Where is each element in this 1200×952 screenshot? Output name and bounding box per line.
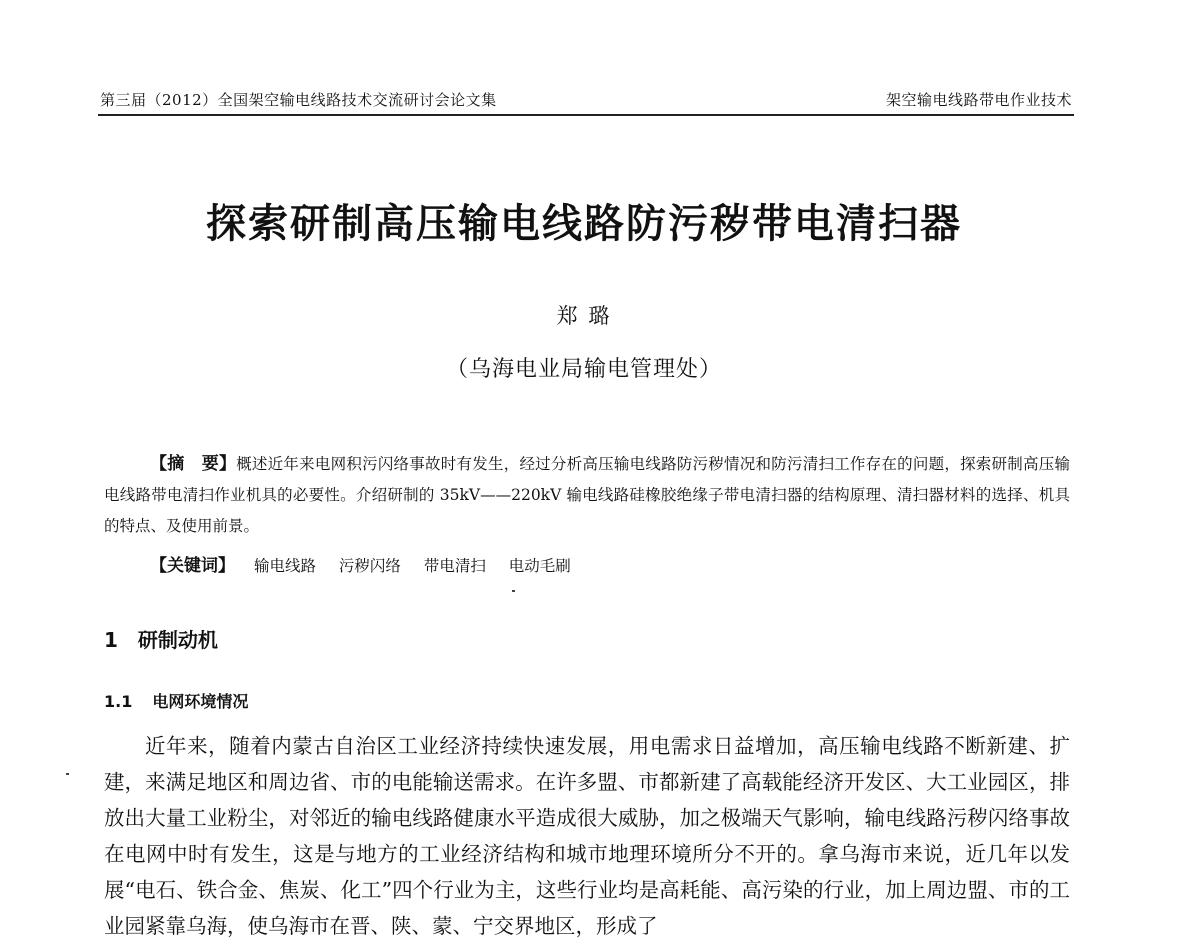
keyword-item: 带电清扫 [423,557,486,575]
section-title: 研制动机 [137,628,218,652]
subsection-heading [104,689,248,712]
keyword-item: 电动毛刷 [508,557,571,575]
author-name: 郑 璐 [556,304,612,328]
subsection-title: 电网环境情况 [152,692,249,711]
abstract-label: 【摘 要】 [150,454,237,474]
paper-title: 探索研制高压输电线路防污秽带电清扫器 [206,201,962,247]
author-affiliation: （乌海电业局输电管理处） [445,357,722,382]
body-paragraph: 近年来，随着内蒙古自治区工业经济持续快速发展，用电需求日益增加，高压输电线路不断新建、扩建，来满足地区和周边省、市的电能输送需求。在许多盟、市都新建了高载能经济开发区、大工业园区，排放出大量工业粉尘，对邻近的输电线路健康水平造成很大威胁，加之极端天气影响，输电线路污秽闪络事故在电网中时有发生，这是与地方的工业经济结构和城市地理环境所分不开的。拿乌海市来说，近几年以发展“电石、铁合金、焦炭、化工”四个行业为主，这些行业均是高耗能、高污染的行业，加上周边盟、市的工业园紧靠乌海，使乌海市在晋、陕、蒙、宁交界地区，形成了 [104,734,1070,938]
keyword-item: 输电线路 [253,557,316,575]
keyword-item: 污秽闪络 [338,557,401,575]
keywords-label: 【关键词】 [150,556,235,576]
abstract-text: 概述近年来电网积污闪络事故时有发生，经过分析高压输电线路防污秽情况和防污清扫工作存在的问题，探索研制高压输电线路带电清扫作业机具的必要性。介绍研制的 35kV——220kV 输电线路硅橡胶绝缘子带电清扫器的结构原理、清扫器材料的选择、机具的特点、及使用前景。 [104,455,1070,535]
keywords [150,551,589,576]
section-number: 1 [104,628,118,652]
scan-speck [512,590,515,592]
running-header [98,86,1074,116]
header-section-title: 架空输电线路带电作业技术 [885,91,1072,109]
section-heading [104,624,218,653]
abstract [104,449,1070,542]
subsection-number: 1.1 [104,692,133,711]
scan-speck [66,773,69,775]
header-proceedings-title: 第三届（2012）全国架空输电线路技术交流研讨会论文集 [100,91,497,109]
